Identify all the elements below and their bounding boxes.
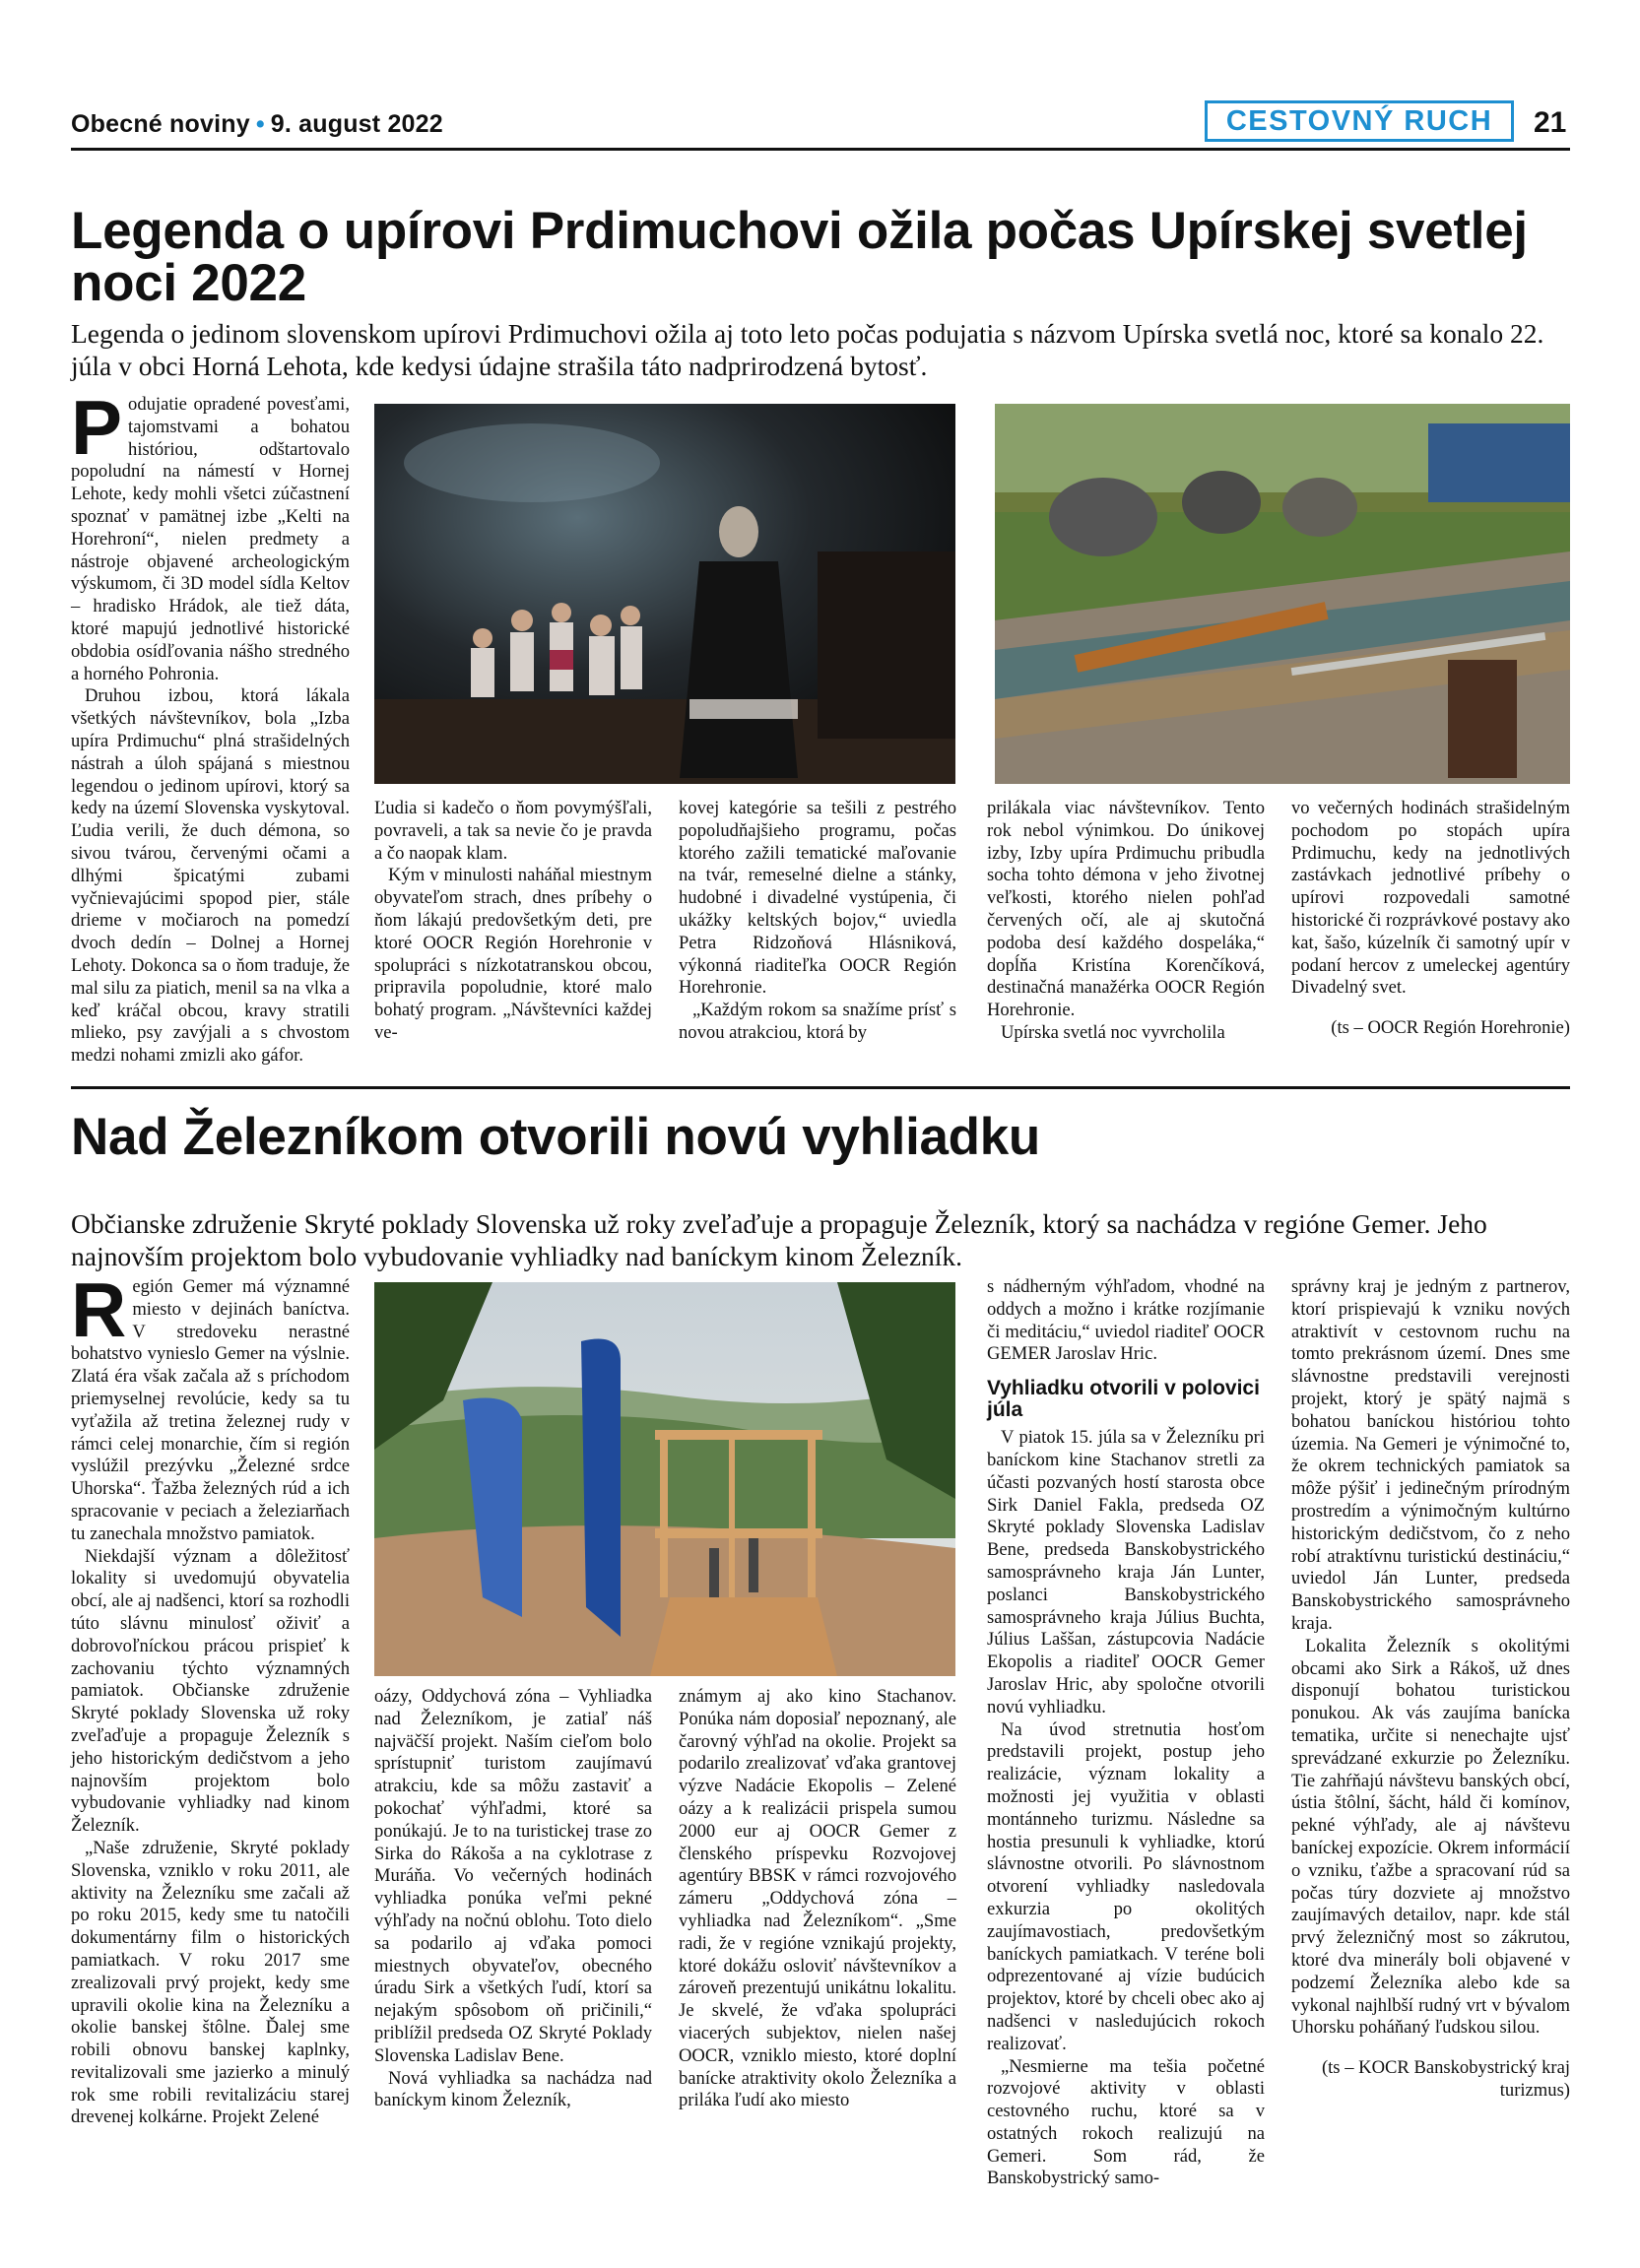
publication-name: Obecné noviny bbox=[71, 110, 250, 138]
article2-column-1 bbox=[71, 1266, 350, 2129]
section-rubric: CESTOVNÝ RUCH bbox=[1205, 100, 1514, 142]
paragraph: Lokalita Železník s okolitými obcami ako Sirk a Rákoš, už dnes disponují bohatou turistickou ponukou. Ak vás zaujíma banícka tematika, určite si nenechajte ujsť sprevádzané exkurzie po Železníku. Tie zahŕňajú návštevu banských obcí, ústia štôlní, šácht, háld či komínov, pekné výhľady, ale aj návštevu baníckej expozície. Okrem informácií o vzniku, ťažbe a spracovaní rúd sa počas túry dozviete aj množstvo zaujímavých detailov, napr. kde stál prvý železničný most so zákrutou, ktoré dva minerály boli objavené v podzemí Železníka alebo kde sa vykonal najhlbší rudný vrt v bývalom Uhorsku poháňaný ľudskou silou. bbox=[1291, 1635, 1570, 2039]
drop-cap: P bbox=[71, 384, 123, 471]
paragraph: vo večerných hodinách strašidelným pochodom po stopách upíra Prdimuchu, kedy na jednotlivých zastávkach jednotlivé príbehy o upírovi rozpovedali samotné historické či rozprávkové postavy ako kat, šašo, kúzelník či samotný upír v podaní hercov z umeleckej agentúry Divadelný svet. bbox=[1291, 798, 1570, 999]
paragraph: Niekdajší význam a dôležitosť lokality si uvedomujú obyvatelia obcí, ale aj nadšenci, ktorí sa rozhodli túto slávnu minulosť oživiť a dobrovoľníckou prácou prispieť k zachovaniu týchto významných pamiatok. Občianske združenie Skryté poklady Slovenska už roky zveľaďuje a propaguje Železník s jeho historickým dedičstvom a jeho najnovším projektom bolo vybudovanie vyhliadky nad kinom Železník. bbox=[71, 1545, 350, 1837]
article2-lead: Občianske združenie Skryté poklady Slovenska už roky zveľaďuje a propaguje Železník, ktorý sa nachádza v regióne Gemer. Jeho najnovším projektom bolo vybudovanie vyhliadky nad baníckym kinom Železník. bbox=[71, 1208, 1487, 1271]
separator-dot-icon: • bbox=[255, 110, 265, 138]
paragraph: správny kraj je jedným z partnerov, ktorí prispievajú k vzniku nových atraktivít v cestovnom ruchu na tomto prekrásnom území. Dnes sme slávnostne predstavili verejnosti projekt, ktorý je spätý najmä s bohatou baníckou históriou tohto územia. Na Gemeri je výnimočné to, že okrem technických pamiatok sa môže pýšiť i jedinečným prírodným prostredím a výnimočným kultúrno historickým dedičstvom, čo z neho robí atraktívnu turistickú destináciu,“ uviedol Ján Lunter, predseda Banskobystrického samosprávneho kraja. bbox=[1291, 1276, 1570, 1634]
article1-column-3 bbox=[679, 798, 956, 1045]
article1-credit: (ts – OOCR Región Horehronie) bbox=[1331, 1017, 1570, 1039]
paragraph: V piatok 15. júla sa v Železníku pri baníckom kine Stachanov stretli za účasti pozvaných hostí starosta obce Sirk Daniel Fakla, predseda OZ Skryté poklady Slovenska Ladislav Bene, predseda Banskobystrického samosprávneho kraja Ján Lunter, poslanci Banskobystrického samosprávneho kraja Július Buchta, Július Laššan, zástupcovia Nadácie Ekopolis a riaditeľ OOCR Gemer Jaroslav Hric, aby spoločne otvorili novú vyhliadku. bbox=[987, 1427, 1265, 1717]
article1-column-4 bbox=[987, 798, 1265, 1045]
paragraph: Ľudia si kadečo o ňom povymýšľali, povraveli, a tak sa nevie čo je pravda a čo naopak klam. bbox=[374, 798, 652, 864]
lookout-photo bbox=[374, 1282, 955, 1676]
article1-column-5 bbox=[1291, 798, 1570, 1040]
issue-date: 9. august 2022 bbox=[270, 110, 443, 138]
paragraph: „Každým rokom sa snažíme prísť s novou atrakciou, ktorá by bbox=[679, 1000, 956, 1043]
paragraph: známym aj ako kino Stachanov. Ponúka nám doposiaľ nepoznaný, ale čarovný výhľad na okolie. Projekt sa podarilo zrealizovať vďaka grantovej výzve Nadácie Ekopolis – Zelené oázy a k realizácii prispela sumou 2000 eur aj OOCR Gemer z členského príspevku Rozvojovej agentúry BBSK v rámci rozvojového zámeru „Oddychová zóna – vyhliadka nad Železníkom“. „Sme radi, že v regióne vznikajú projekty, ktoré dokážu osloviť návštevníkov a zároveň prezentujú unikátnu lokalitu. Je skvelé, že vďaka spolupráci viacerých subjektov, nielen našej OOCR, vzniklo miesto, ktoré doplní banícke atraktivity okolo Železníka a priláka ľudí ako miesto bbox=[679, 1686, 956, 2111]
article2-credit: (ts – KOCR Banskobystrický kraj turizmus) bbox=[1321, 2057, 1570, 2101]
paragraph: odujatie opradené povesťami, tajomstvami a bohatou históriou, odštartovalo popoludní na námestí v Hornej Lehote, kedy mohli všetci zúčastnení spoznať v pamätnej izbe „Kelti na Horehroní“, nielen predmety a nástroje objavené archeologickým výskumom, či 3D model sídla Keltov – hradisko Hrádok, ale tiež dáta, ktoré mapujú jednotlivé historické obdobia osídľovania nášho stredného a horného Pohronia. bbox=[71, 394, 350, 684]
article1-title: Legenda o upírovi Prdimuchovi ožila počas Upírskej svetlej noci 2022 bbox=[71, 202, 1528, 312]
paragraph: Druhou izbou, ktorá lákala všetkých návštevníkov, bola „Izba upíra Prdimuchu“ plná strašidelných nástrah a úloh spájaná s miestnou legendou o jedinom upírovi, ktorý sa kedy na území Slovenska vyskytoval. Ľudia verili, že duch démona, so sivou tvárou, červenými očami a dlhými špicatými zubami vyčnievajúcimi spopod pier, stále drieme v močiaroch na pomedzí dvoch dedín – Dolnej a Hornej Lehoty. Dokonca sa o ňom traduje, že mal silu za piatich, menil sa na vlka a keď kráčal obcou, kravy stratili mlieko, psy zavýjali a s chvostom medzi nohami zmizli ako gáfor. bbox=[71, 685, 350, 1067]
paragraph: „Naše združenie, Skryté poklady Slovenska, vzniklo v roku 2011, ale aktivity na Železníku sme začali až po roku 2015, kedy sme tu natočili dokumentárny film o historických pamiatkach. V roku 2017 sme zrealizovali prvý projekt, kedy sme upravili okolie kina na Železníku a okolie banskej štôlne. Ďalej sme robili obnovu banskej kaplnky, revitalizovali sme jazierko a minulý rok sme robili revitalizáciu starej drevenej kolkárne. Projekt Zelené bbox=[71, 1837, 350, 2128]
article2-subheading: Vyhliadku otvorili v polovici júla bbox=[987, 1377, 1260, 1422]
paragraph: oázy, Oddychová zóna – Vyhliadka nad Železníkom, je zatiaľ náš najväčší projekt. Naším cieľom bolo sprístupniť turistom zaujímavú atrakciu, kde sa môžu zastaviť a pokochať výhľadmi, ktoré sa ponúkajú. Je to na turistickej trase zo Sirka do Rákoša a na cyklotrase z Muráňa. Vo večerných hodinách vyhliadka ponúka veľmi pekné výhľady na nočnú oblohu. Toto dielo sa podarilo aj vďaka pomoci miestnych obyvateľov, obecného úradu Sirk a všetkých ľudí, ktorí sa nejakým spôsobom oň pričinili,“ priblížil predseda OZ Skryté Poklady Slovenska Ladislav Bene. bbox=[374, 1686, 652, 2066]
article-divider bbox=[71, 1086, 1570, 1089]
drop-cap: R bbox=[71, 1266, 127, 1353]
paragraph: Nová vyhliadka sa nachádza nad baníckym kinom Železník, bbox=[374, 2067, 652, 2111]
paragraph: egión Gemer má významné miesto v dejinách baníctva. V stredoveku nerastné bohatstvo vynieslo Gemer na výslnie. Zlatá éra však začala až s príchodom priemyselnej revolúcie, kedy sa tu vyťažila až tretina železnej rudy v rámci celej monarchie, čím si región vyslúžil prezývku „Železné srdce Uhorska“. Ťažba železných rúd a ich spracovanie v peciach a železiarňach tu zanechala množstvo pamiatok. bbox=[71, 1276, 350, 1544]
paragraph: prilákala viac návštevníkov. Tento rok nebol výnimkou. Do únikovej izby, Izby upíra Prdimuchu pribudla socha tohto démona v jeho životnej veľkosti, ktorého nielen pohľad červených očí, ale aj skutočná podoba desí každého dospeláka,“ dopĺňa Kristína Korenčíková, destinačná manažérka OOCR Región Horehronie. bbox=[987, 798, 1265, 1021]
page-number: 21 bbox=[1534, 106, 1567, 139]
article1-column-2 bbox=[374, 798, 652, 1045]
article1-column-1 bbox=[71, 384, 350, 1068]
article2-column-2 bbox=[374, 1686, 652, 2112]
paragraph: „Nesmierne ma tešia početné rozvojové aktivity v oblasti cestovného ruchu, ktoré sa v ostatných rokoch realizujú na Gemeri. Som rád, že Banskobystrický samo- bbox=[987, 2055, 1265, 2189]
article2-column-3 bbox=[679, 1686, 956, 2112]
header-rule bbox=[71, 148, 1570, 151]
article2-column-5 bbox=[1291, 1276, 1570, 2103]
header-publication-line bbox=[71, 110, 443, 139]
paragraph: Kým v minulosti naháňal miestnym obyvateľom strach, dnes príbehy o ňom lákajú predovšetkým deti, pre ktoré OOCR Región Horehronie v spolupráci s nízkotatranskou obcou, pripravila popoludnie, ktoré malo bohatý program. „Návštevníci každej ve- bbox=[374, 865, 652, 1043]
vampire-room-photo bbox=[374, 404, 955, 784]
celtic-artifacts-photo bbox=[995, 404, 1570, 784]
paragraph: Na úvod stretnutia hosťom predstavili projekt, postup jeho realizácie, význam lokality a možnosti jej využitia v oblasti montánneho turizmu. Následne sa hostia presunuli k vyhliadke, ktorú slávnostne otvorili. Po slávnostnom otvorení vyhliadky nasledovala exkurzia po okolitých zaujímavostiach, predovšetkým baníckych pamiatkach. V teréne boli odprezentované aj vízie budúcich projektov, ktoré by chceli obec ako aj nadšenci v nasledujúcich rokoch realizovať. bbox=[987, 1718, 1265, 2054]
paragraph: kovej kategórie sa tešili z pestrého popoludňajšieho programu, počas ktorého zažili tematické maľovanie na tvár, remeselné dielne a stánky, hudobné i divadelné vystúpenia, či ukážky keltských bojov,“ uviedla Petra Ridzoňová Hlásniková, výkonná riaditeľka OOCR Región Horehronie. bbox=[679, 798, 956, 999]
paragraph: Upírska svetlá noc vyvrcholila bbox=[1001, 1021, 1225, 1043]
paragraph: s nádherným výhľadom, vhodné na oddych a možno i krátke rozjímanie či meditáciu,“ uviedol riaditeľ OOCR GEMER Jaroslav Hric. bbox=[987, 1276, 1265, 1365]
article2-column-4 bbox=[987, 1276, 1265, 2190]
article2-title: Nad Železníkom otvorili novú vyhliadku bbox=[71, 1108, 1041, 1166]
article1-lead: Legenda o jedinom slovenskom upírovi Prdimuchovi ožila aj toto leto počas podujatia s názvom Upírska svetlá noc, ktoré sa konalo 22. júla v obci Horná Lehota, kde kedysi údajne strašila táto nadprirodzená bytosť. bbox=[71, 318, 1544, 381]
